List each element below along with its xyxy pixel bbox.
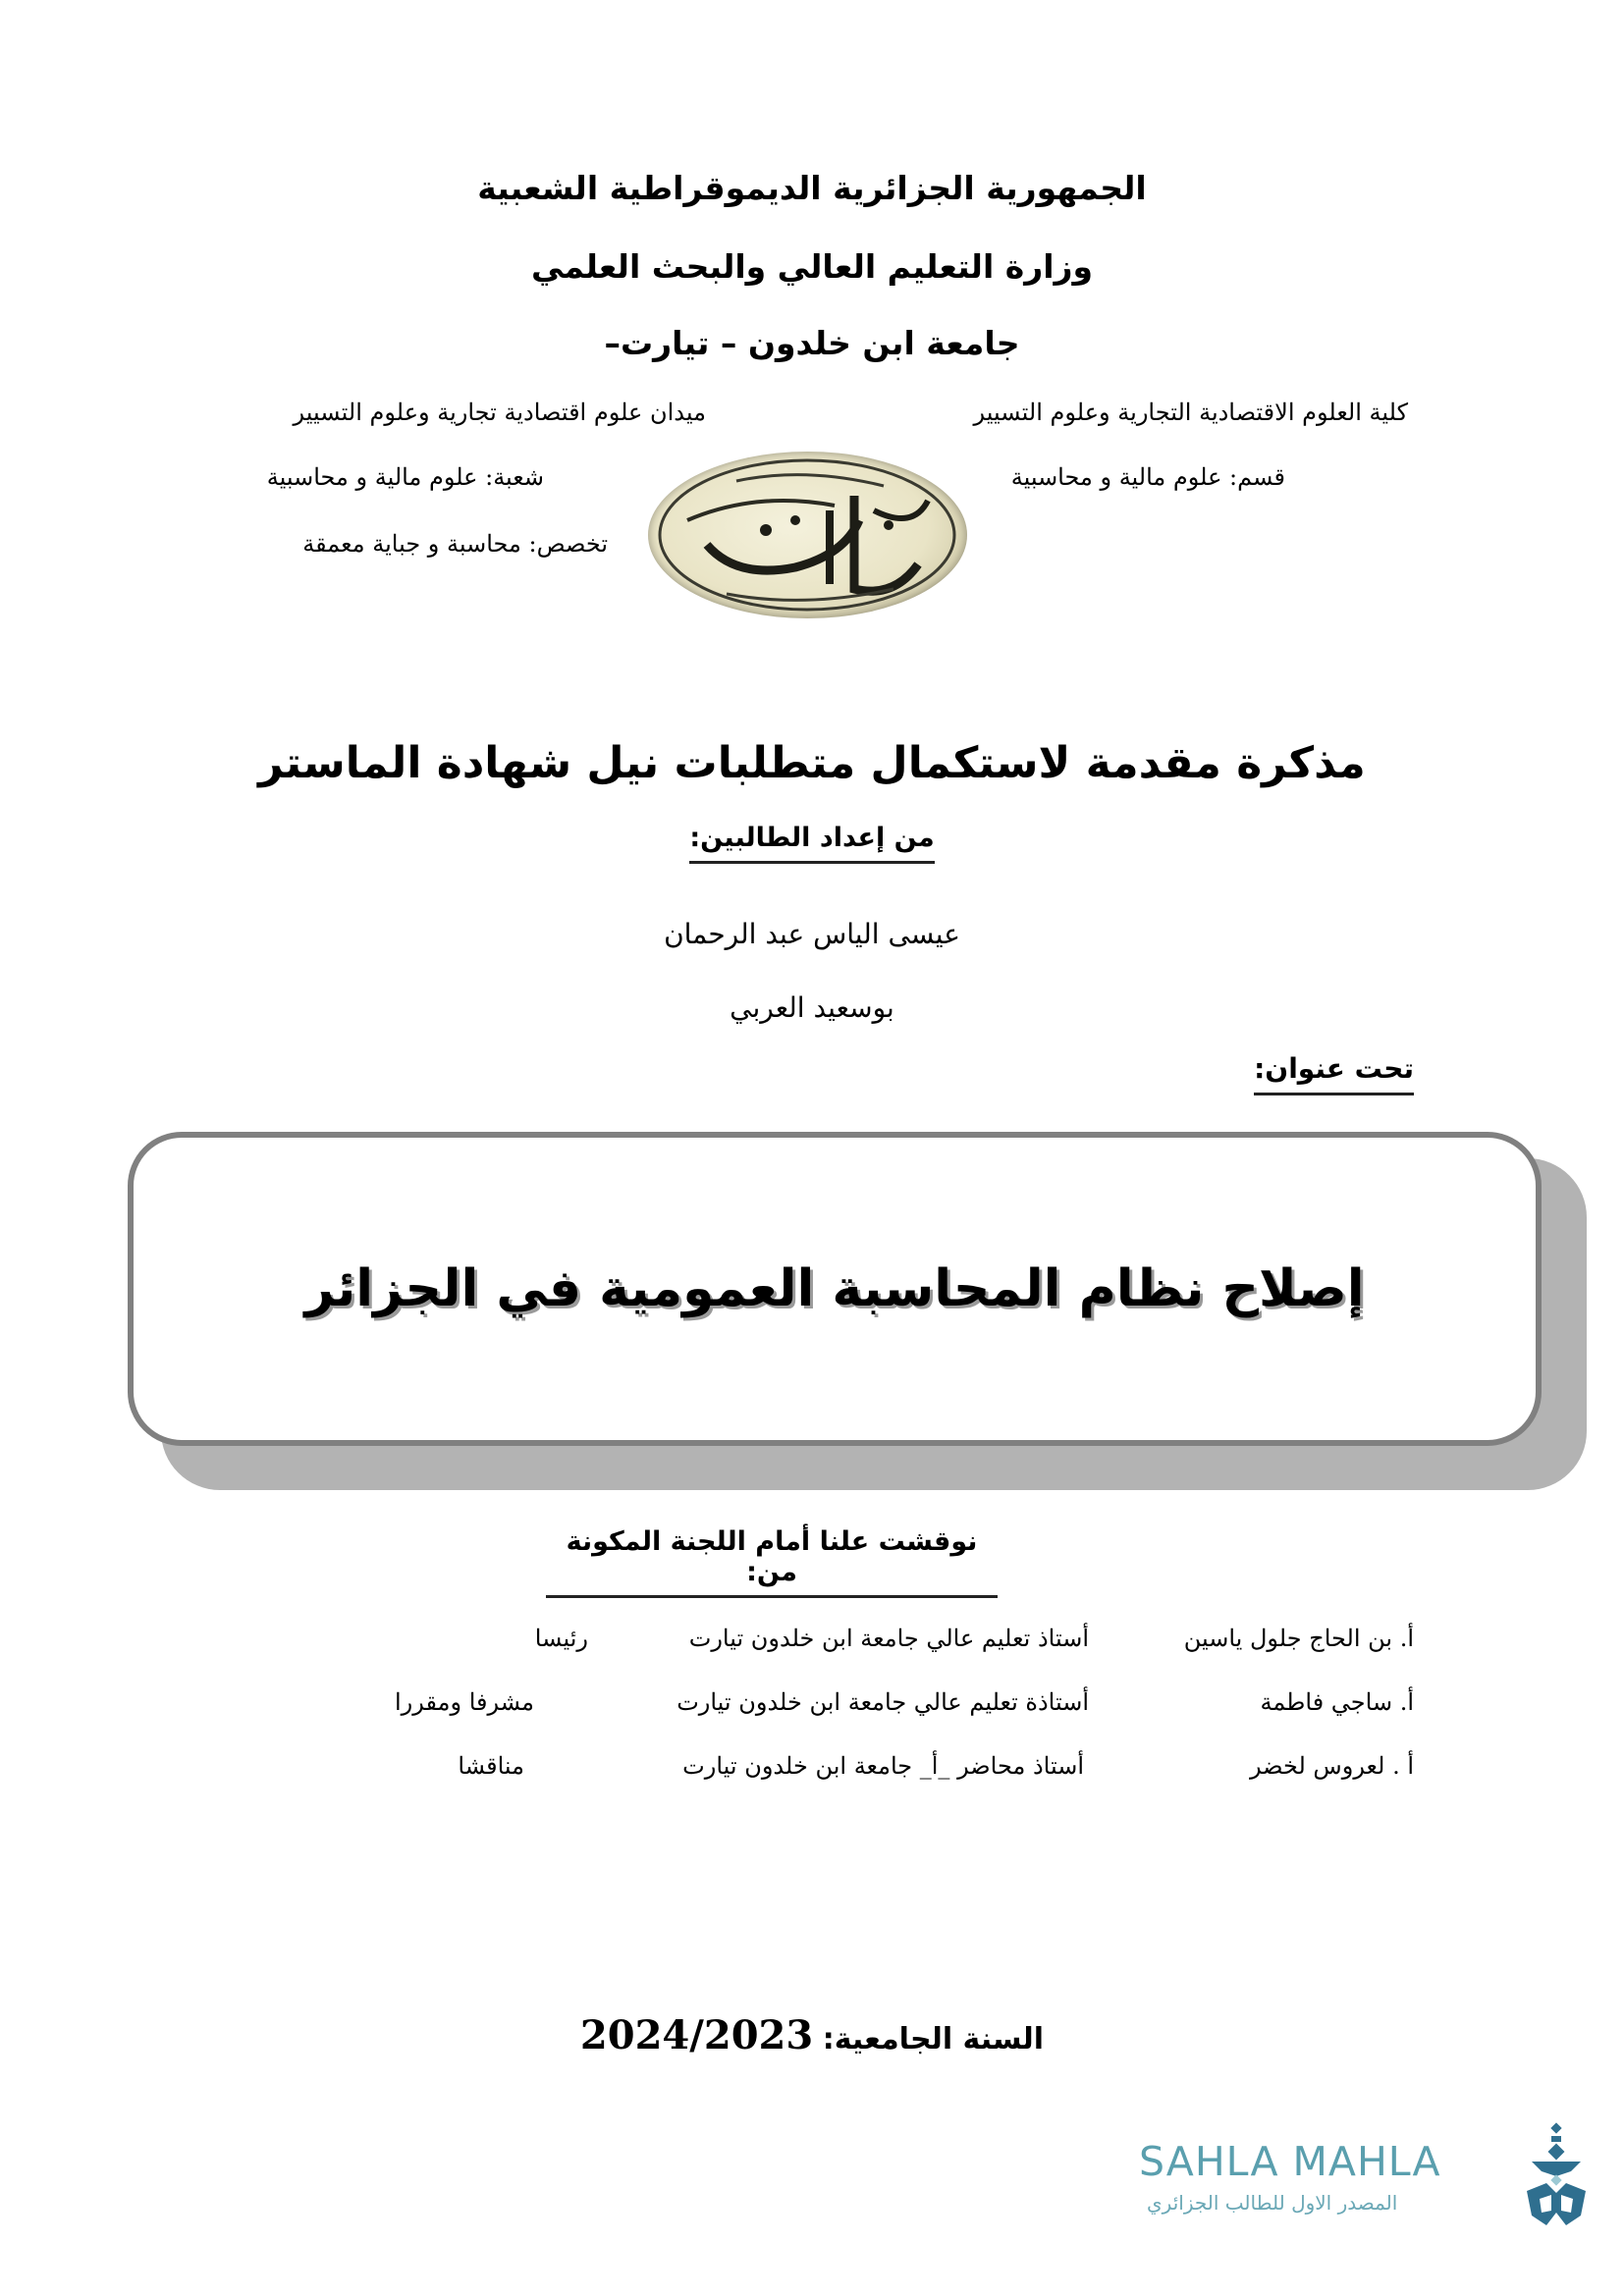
branch-label: شعبة: علوم مالية و محاسبية xyxy=(266,463,544,491)
faculty-label: كلية العلوم الاقتصادية التجارية وعلوم التسيير xyxy=(973,399,1408,426)
committee-member-role: مشرفا ومقررا xyxy=(394,1688,534,1716)
under-title-wrapper xyxy=(1254,1052,1414,1095)
student-name: عيسى الياس عبد الرحمان xyxy=(664,918,960,950)
committee-member-name: أ. بن الحاج جلول ياسين xyxy=(1183,1625,1414,1652)
committee-label-wrapper xyxy=(546,1526,998,1598)
memo-title: مذكرة مقدمة لاستكمال متطلبات نيل شهادة الماستر xyxy=(258,738,1366,788)
thesis-title: إصلاح نظام المحاسبة العمومية في الجزائر xyxy=(304,1259,1365,1318)
specialty-label: تخصص: محاسبة و جباية معمقة xyxy=(302,530,608,558)
prepared-by-label: من إعداد الطالبين: xyxy=(689,823,934,864)
committee-member-rank: أستاذ محاضر _أ_ جامعة ابن خلدون تيارت xyxy=(682,1752,1084,1780)
committee-label: نوقشت علنا أمام اللجنة المكونة من: xyxy=(546,1526,998,1598)
watermark-tagline: المصدر الاول للطالب الجزائري xyxy=(1147,2191,1398,2215)
republic-heading: الجمهورية الجزائرية الديموقراطية الشعبية xyxy=(477,169,1147,207)
committee-member-name: أ. ساجي فاطمة xyxy=(1260,1688,1414,1716)
university-seal-icon xyxy=(648,452,967,618)
department-label: قسم: علوم مالية و محاسبية xyxy=(1010,463,1285,491)
university-heading: جامعة ابن خلدون – تيارت– xyxy=(604,324,1020,362)
academic-year-label: السنة الجامعية: xyxy=(822,2022,1045,2056)
committee-member-name: أ . لعروس لخضر xyxy=(1249,1752,1414,1780)
committee-member-role: مناقشا xyxy=(458,1752,524,1780)
ministry-heading: وزارة التعليم العالي والبحث العلمي xyxy=(530,247,1094,286)
academic-year-value: 2024/2023 xyxy=(579,2012,814,2058)
committee-member-role: رئيسا xyxy=(534,1625,588,1652)
academic-year xyxy=(0,2012,1624,2058)
student-name: بوسعيد العربي xyxy=(730,991,894,1024)
watermark-emblem-icon xyxy=(1522,2122,1591,2232)
under-title-label: تحت عنوان: xyxy=(1254,1052,1414,1095)
committee-member-rank: أستاذ تعليم عالي جامعة ابن خلدون تيارت xyxy=(688,1625,1089,1652)
field-label: ميدان علوم اقتصادية تجارية وعلوم التسيير xyxy=(293,399,706,426)
watermark-brand: SAHLA MAHLA xyxy=(1139,2138,1441,2185)
sahla-mahla-watermark xyxy=(1139,2120,1581,2248)
prepared-by-wrapper xyxy=(0,823,1624,864)
committee-member-rank: أستاذة تعليم عالي جامعة ابن خلدون تيارت xyxy=(677,1688,1089,1716)
thesis-title-box xyxy=(128,1132,1542,1446)
